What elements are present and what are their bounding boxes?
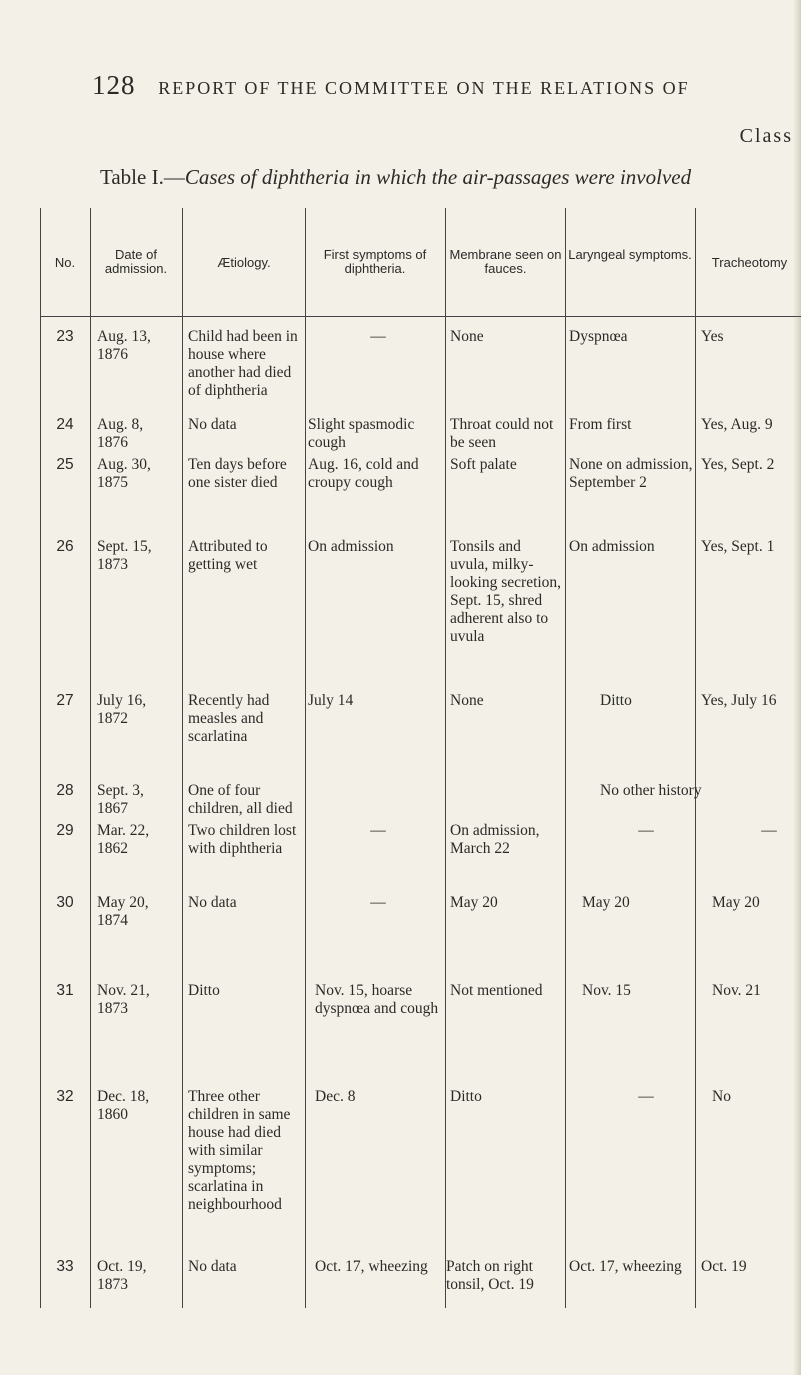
row-27-no: 27 bbox=[56, 692, 74, 709]
header-membrane: Membrane seen on fauces. bbox=[449, 247, 562, 276]
row-29-laryngeal: — bbox=[638, 822, 654, 839]
row-26-aetiology: Attributed to getting wet bbox=[188, 538, 268, 573]
column-rule bbox=[182, 208, 183, 1308]
row-30-no: 30 bbox=[56, 894, 74, 911]
row-23-tracheotomy: Yes bbox=[701, 328, 724, 345]
running-head-text: REPORT OF THE COMMITTEE ON THE RELATIONS OF bbox=[158, 78, 690, 98]
row-23-aetiology: Child had been in house where another had died of diphtheria bbox=[188, 328, 298, 399]
row-29-first-symptoms: — bbox=[370, 822, 386, 839]
row-26-laryngeal: On admission bbox=[569, 538, 655, 555]
row-27-laryngeal: Ditto bbox=[600, 692, 632, 709]
row-33-aetiology: No data bbox=[188, 1258, 237, 1275]
header-laryngeal: Laryngeal symptoms. bbox=[568, 247, 692, 262]
row-31-membrane: Not mentioned bbox=[450, 982, 543, 999]
row-28-laryngeal: No other history bbox=[600, 782, 702, 799]
row-24-tracheotomy: Yes, Aug. 9 bbox=[701, 416, 773, 433]
scan-edge-shadow bbox=[793, 0, 801, 1375]
row-24-date: Aug. 8, 1876 bbox=[97, 416, 144, 451]
row-25-first-symptoms: Aug. 16, cold and croupy cough bbox=[308, 456, 419, 491]
row-31-tracheotomy: Nov. 21 bbox=[712, 982, 761, 999]
row-33-membrane: Patch on right tonsil, Oct. 19 bbox=[446, 1258, 534, 1293]
row-30-aetiology: No data bbox=[188, 894, 237, 911]
class-label: Class bbox=[739, 125, 793, 147]
row-30-tracheotomy: May 20 bbox=[712, 894, 760, 911]
row-26-tracheotomy: Yes, Sept. 1 bbox=[701, 538, 775, 555]
table-caption-text: Cases of diphtheria in which the air-passages were involved bbox=[184, 165, 692, 189]
row-28-date: Sept. 3, 1867 bbox=[97, 782, 144, 817]
row-26-membrane: Tonsils and uvula, milky-looking secretion, Sept. 15, shred adherent also to uvula bbox=[450, 538, 562, 645]
row-30-membrane: May 20 bbox=[450, 894, 498, 911]
row-31-no: 31 bbox=[56, 982, 74, 999]
row-32-no: 32 bbox=[56, 1088, 74, 1105]
row-29-date: Mar. 22, 1862 bbox=[97, 822, 150, 857]
row-25-tracheotomy: Yes, Sept. 2 bbox=[701, 456, 775, 473]
row-32-tracheotomy: No bbox=[712, 1088, 731, 1105]
row-23-first-symptoms: — bbox=[370, 328, 386, 345]
row-28-aetiology: One of four children, all died bbox=[188, 782, 293, 817]
header-first-symptoms: First symptoms of diphtheria. bbox=[323, 247, 427, 276]
row-30-laryngeal: May 20 bbox=[582, 894, 630, 911]
row-32-laryngeal: — bbox=[638, 1088, 654, 1105]
row-33-date: Oct. 19, 1873 bbox=[97, 1258, 147, 1293]
row-27-date: July 16, 1872 bbox=[97, 692, 147, 727]
header-tracheotomy: Tracheotomy bbox=[711, 255, 788, 270]
header-date: Date of admission. bbox=[104, 247, 168, 276]
header-rule bbox=[40, 316, 801, 317]
cases-table bbox=[40, 208, 801, 1308]
row-24-membrane: Throat could not be seen bbox=[450, 416, 554, 451]
table-caption bbox=[100, 165, 800, 190]
column-rule bbox=[565, 208, 566, 1308]
column-rule bbox=[695, 208, 696, 1308]
column-rule bbox=[90, 208, 91, 1308]
row-25-membrane: Soft palate bbox=[450, 456, 517, 473]
header-aetiology: Ætiology. bbox=[217, 255, 271, 270]
row-30-first-symptoms: — bbox=[370, 894, 386, 911]
row-31-aetiology: Ditto bbox=[188, 982, 220, 999]
row-32-date: Dec. 18, 1860 bbox=[97, 1088, 150, 1123]
row-29-membrane: On admission, March 22 bbox=[450, 822, 540, 857]
row-32-first-symptoms: Dec. 8 bbox=[315, 1088, 356, 1105]
row-27-first-symptoms: July 14 bbox=[308, 692, 354, 709]
row-33-no: 33 bbox=[56, 1258, 74, 1275]
row-31-laryngeal: Nov. 15 bbox=[582, 982, 631, 999]
row-24-laryngeal: From first bbox=[569, 416, 632, 433]
row-25-aetiology: Ten days before one sister died bbox=[188, 456, 287, 491]
table-caption-prefix: Table I.— bbox=[100, 165, 185, 189]
row-23-date: Aug. 13, 1876 bbox=[97, 328, 151, 363]
row-30-date: May 20, 1874 bbox=[97, 894, 149, 929]
row-24-no: 24 bbox=[56, 416, 74, 433]
running-head bbox=[92, 70, 690, 101]
row-23-laryngeal: Dyspnœa bbox=[569, 328, 628, 345]
row-33-laryngeal: Oct. 17, wheezing bbox=[569, 1258, 682, 1275]
row-23-no: 23 bbox=[56, 328, 74, 345]
row-32-membrane: Ditto bbox=[450, 1088, 482, 1105]
column-rule bbox=[40, 208, 41, 1308]
row-28-no: 28 bbox=[56, 782, 74, 799]
row-29-no: 29 bbox=[56, 822, 74, 839]
column-rule bbox=[445, 208, 446, 1308]
column-rule bbox=[305, 208, 306, 1308]
row-23-membrane: None bbox=[450, 328, 484, 345]
row-26-first-symptoms: On admission bbox=[308, 538, 394, 555]
row-24-first-symptoms: Slight spasmodic cough bbox=[308, 416, 415, 451]
row-31-date: Nov. 21, 1873 bbox=[97, 982, 150, 1017]
page-number: 128 bbox=[92, 70, 136, 100]
row-26-no: 26 bbox=[56, 538, 74, 555]
row-25-no: 25 bbox=[56, 456, 74, 473]
row-29-aetiology: Two children lost with diphtheria bbox=[188, 822, 297, 857]
header-no: No. bbox=[54, 255, 76, 270]
row-27-membrane: None bbox=[450, 692, 484, 709]
row-27-tracheotomy: Yes, July 16 bbox=[701, 692, 777, 709]
row-31-first-symptoms: Nov. 15, hoarse dyspnœa and cough bbox=[315, 982, 439, 1017]
row-29-tracheotomy: — bbox=[761, 822, 777, 839]
row-33-tracheotomy: Oct. 19 bbox=[701, 1258, 747, 1275]
row-32-aetiology: Three other children in same house had died with similar symptoms; scarlatina in neighbourhood bbox=[188, 1088, 291, 1213]
row-25-date: Aug. 30, 1875 bbox=[97, 456, 151, 491]
row-25-laryngeal: None on admission, September 2 bbox=[569, 456, 693, 491]
row-33-first-symptoms: Oct. 17, wheezing bbox=[315, 1258, 428, 1275]
row-26-date: Sept. 15, 1873 bbox=[97, 538, 152, 573]
row-24-aetiology: No data bbox=[188, 416, 237, 433]
row-27-aetiology: Recently had measles and scarlatina bbox=[188, 692, 270, 745]
